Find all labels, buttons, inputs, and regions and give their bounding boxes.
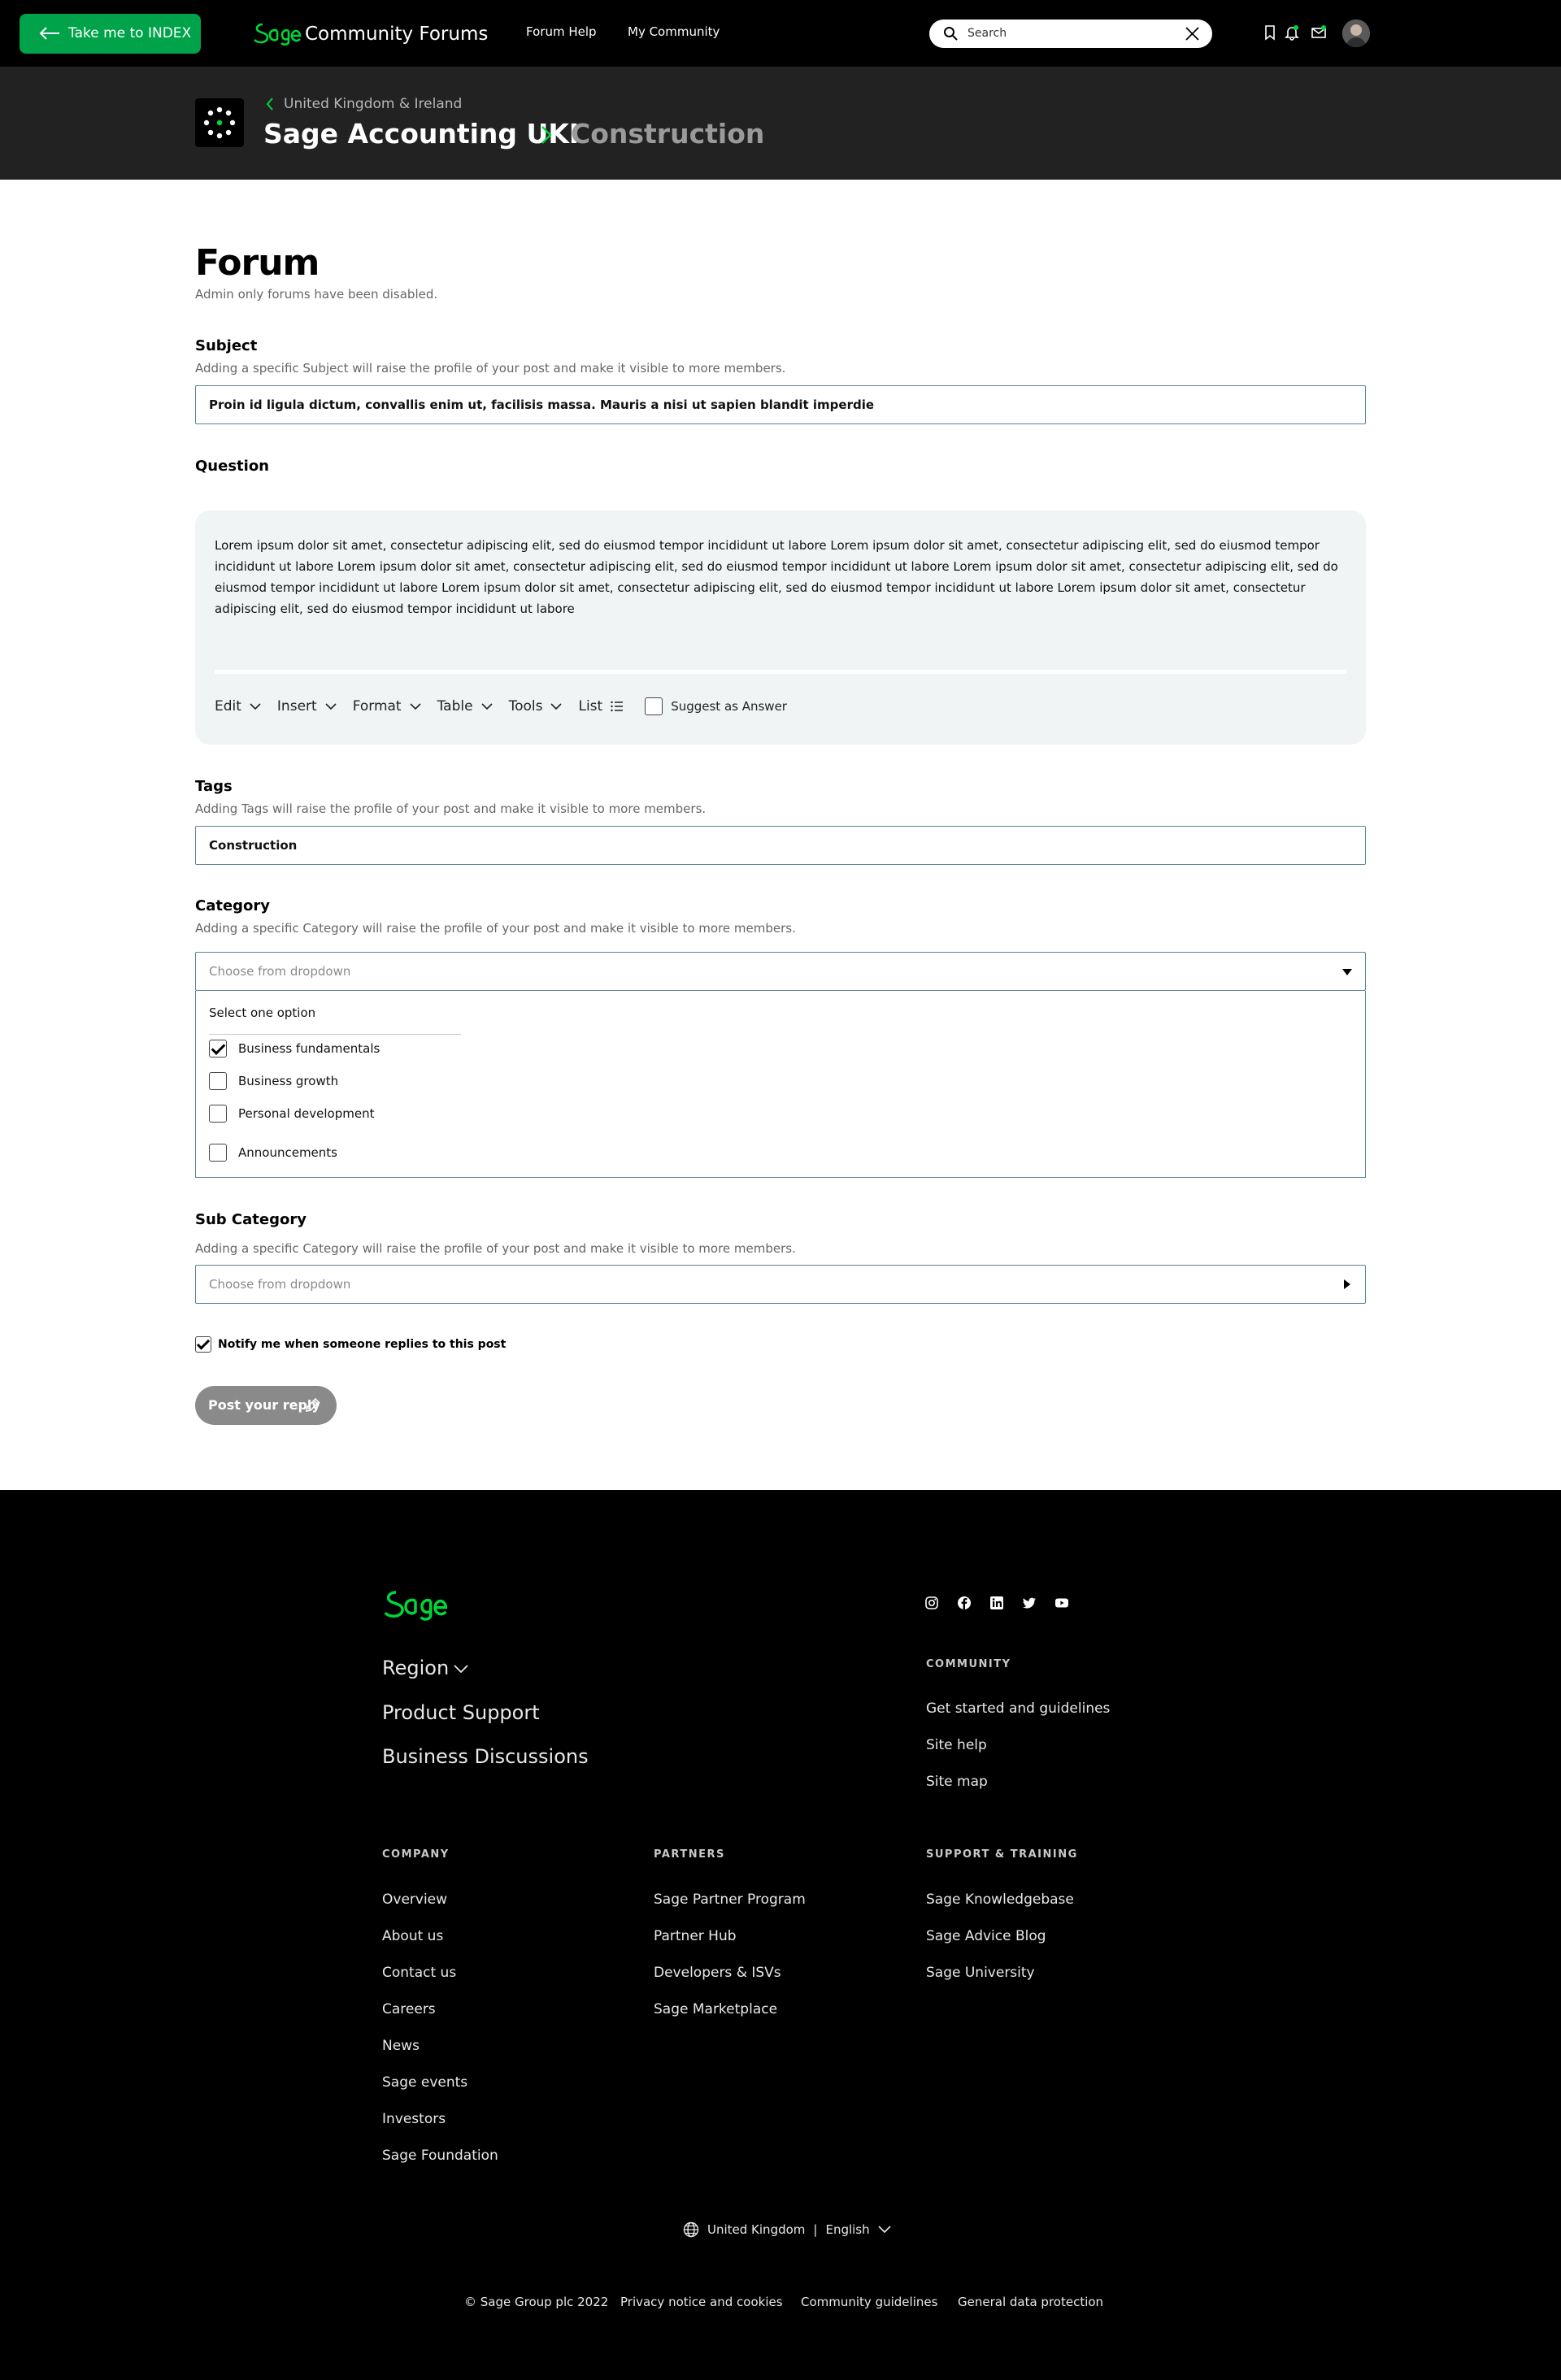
subject-help: Adding a specific Subject will raise the profile of your post and make it visible to more members. xyxy=(195,361,786,376)
footer-link[interactable]: Sage Partner Program xyxy=(654,1891,806,1908)
subject-field[interactable] xyxy=(195,385,1366,424)
toolbar-tools-label: Tools xyxy=(508,698,543,714)
editor-toolbar xyxy=(215,697,787,715)
option-checkbox[interactable] xyxy=(209,1144,227,1162)
footer-company-heading: COMPANY xyxy=(382,1848,450,1861)
option-business-growth[interactable] xyxy=(209,1072,338,1090)
notify-checkbox[interactable] xyxy=(195,1336,211,1353)
category-label: Category xyxy=(195,897,271,914)
notify-label: Notify me when someone replies to this post xyxy=(218,1338,507,1351)
footer-link[interactable]: Developers & ISVs xyxy=(654,1965,781,1981)
suggest-label: Suggest as Answer xyxy=(671,699,787,714)
brand[interactable] xyxy=(253,20,488,49)
search-input[interactable]: Search xyxy=(967,27,1007,40)
breadcrumb-parent[interactable] xyxy=(266,96,462,112)
footer-product-support[interactable]: Product Support xyxy=(382,1701,540,1724)
footer-partners-heading: PARTNERS xyxy=(654,1848,725,1861)
subcategory-help: Adding a specific Category will raise the profile of your post and make it visible to more members. xyxy=(195,1241,796,1256)
question-body[interactable]: Lorem ipsum dolor sit amet, consectetur adipiscing elit, sed do eiusmod tempor incididunt ut labore Lorem ipsum dolor sit amet, consectetur adipiscing elit, sed do eiusmod tempor incididunt ut labore Lorem ipsum dolor sit amet, consectetur adipiscing elit, sed do eiusmod tempor incididunt ut labore Lorem ipsum dolor sit amet, consectetur adipiscing elit, sed do eiusmod tempor incididunt ut labore Lorem ipsum dolor sit amet, consectetur adipiscing elit, sed do eiusmod tempor incididunt ut labore Lorem ipsum dolor sit amet, consectetur adipiscing elit, sed do eiusmod tempor incididunt ut labore xyxy=(215,538,1338,616)
tags-field[interactable] xyxy=(195,826,1366,865)
toolbar-table[interactable] xyxy=(437,698,493,714)
pencil-icon xyxy=(304,1397,320,1414)
subject-label: Subject xyxy=(195,337,258,354)
locale-language: English xyxy=(825,2222,870,2237)
bookmark-icon[interactable] xyxy=(1263,24,1277,41)
footer-region-label: Region xyxy=(382,1657,450,1679)
footer-link[interactable]: Sage University xyxy=(926,1965,1035,1981)
option-personal-development[interactable] xyxy=(209,1105,374,1123)
footer-link[interactable]: Careers xyxy=(382,2001,436,2017)
footer-link[interactable]: Get started and guidelines xyxy=(926,1700,1111,1717)
dropdown-heading: Select one option xyxy=(209,1005,316,1020)
sage-logo xyxy=(253,20,302,49)
suggest-as-answer[interactable] xyxy=(645,697,787,715)
caret-right-icon xyxy=(1344,1279,1350,1289)
option-checkbox[interactable] xyxy=(209,1072,227,1090)
locale-selector[interactable] xyxy=(683,2221,899,2238)
footer-link[interactable]: Sage Foundation xyxy=(382,2148,498,2164)
data-protection-link[interactable]: General data protection xyxy=(958,2295,1104,2309)
footer-support-heading: SUPPORT & TRAINING xyxy=(926,1848,1078,1861)
tags-label: Tags xyxy=(195,778,233,795)
chevron-down-icon xyxy=(481,703,493,710)
footer-link[interactable]: Investors xyxy=(382,2111,446,2127)
locale-separator: | xyxy=(813,2222,818,2237)
twitter-icon[interactable] xyxy=(1022,1596,1037,1610)
footer-link[interactable]: Contact us xyxy=(382,1965,457,1981)
option-label: Announcements xyxy=(238,1145,337,1160)
option-checkbox-checked[interactable] xyxy=(209,1040,227,1058)
privacy-link[interactable]: Privacy notice and cookies xyxy=(620,2295,783,2309)
user-avatar-icon xyxy=(1342,20,1370,47)
category-placeholder: Choose from dropdown xyxy=(209,964,351,979)
community-guidelines-link[interactable]: Community guidelines xyxy=(801,2295,938,2309)
tags-value: Construction xyxy=(209,838,298,853)
breadcrumb-parent-label: United Kingdom & Ireland xyxy=(284,96,463,112)
option-checkbox[interactable] xyxy=(209,1105,227,1123)
footer-link[interactable]: Sage events xyxy=(382,2074,468,2091)
footer xyxy=(0,1490,1561,2380)
notification-bell-icon[interactable] xyxy=(1285,24,1299,41)
footer-community-heading: COMMUNITY xyxy=(926,1658,1011,1670)
group-logo xyxy=(195,98,244,147)
search-box[interactable] xyxy=(929,20,1212,48)
toolbar-format-label: Format xyxy=(352,698,402,714)
toolbar-format[interactable] xyxy=(353,698,421,714)
nav-my-community[interactable]: My Community xyxy=(628,24,720,39)
footer-link[interactable]: Overview xyxy=(382,1891,448,1908)
category-dropdown xyxy=(195,991,1366,1178)
index-button-label: Take me to INDEX xyxy=(68,25,192,41)
subcategory-select[interactable] xyxy=(195,1265,1366,1304)
sage-logo[interactable] xyxy=(382,1586,449,1625)
chevron-down-icon xyxy=(325,703,337,710)
option-label: Business growth xyxy=(238,1074,339,1088)
toolbar-insert[interactable] xyxy=(277,698,337,714)
message-icon[interactable] xyxy=(1311,24,1327,41)
top-navigation xyxy=(0,0,1561,67)
dropdown-divider xyxy=(209,1034,461,1035)
footer-link[interactable]: Sage Advice Blog xyxy=(926,1928,1046,1944)
footer-link[interactable]: Sage Knowledgebase xyxy=(926,1891,1074,1908)
facebook-icon[interactable] xyxy=(957,1596,972,1610)
copyright: © Sage Group plc 2022 xyxy=(464,2295,609,2309)
notify-option[interactable] xyxy=(195,1336,506,1353)
toolbar-edit[interactable] xyxy=(215,698,261,714)
chevron-down-icon xyxy=(550,703,562,710)
breadcrumb-current: Construction xyxy=(571,118,765,150)
footer-link[interactable]: Sage Marketplace xyxy=(654,2001,778,2017)
toolbar-list-label: List xyxy=(578,698,603,714)
post-reply-button[interactable] xyxy=(195,1386,337,1425)
footer-region[interactable] xyxy=(382,1657,468,1679)
chevron-down-icon xyxy=(250,703,261,710)
question-label: Question xyxy=(195,458,269,475)
option-label: Personal development xyxy=(238,1106,375,1121)
option-announcements[interactable] xyxy=(209,1144,337,1162)
close-icon[interactable] xyxy=(1185,27,1199,41)
breadcrumb-group[interactable]: Sage Accounting UKI xyxy=(263,118,580,150)
chevron-down-icon xyxy=(410,703,421,710)
take-me-to-index-button[interactable] xyxy=(20,14,201,54)
instagram-icon[interactable] xyxy=(924,1596,939,1610)
chevron-left-icon xyxy=(266,98,274,111)
footer-link[interactable]: News xyxy=(382,2038,420,2054)
toolbar-list[interactable] xyxy=(578,698,624,714)
brand-title: Community Forums xyxy=(305,24,489,45)
toolbar-edit-label: Edit xyxy=(215,698,241,714)
subcategory-placeholder: Choose from dropdown xyxy=(209,1277,351,1292)
toolbar-table-label: Table xyxy=(437,698,473,714)
category-help: Adding a specific Category will raise the profile of your post and make it visible to more members. xyxy=(195,921,796,936)
youtube-icon[interactable] xyxy=(1054,1596,1069,1610)
subcategory-label: Sub Category xyxy=(195,1211,307,1228)
avatar[interactable] xyxy=(1342,20,1370,47)
arrow-left-icon xyxy=(39,27,60,40)
post-reply-label: Post your reply xyxy=(208,1397,320,1413)
footer-business-discussions[interactable]: Business Discussions xyxy=(382,1745,589,1768)
list-icon xyxy=(611,701,624,712)
suggest-checkbox[interactable] xyxy=(645,697,663,715)
editor-divider xyxy=(215,670,1346,674)
footer-link[interactable]: Site help xyxy=(926,1737,987,1753)
chevron-down-icon xyxy=(878,2226,891,2234)
admin-note: Admin only forums have been disabled. xyxy=(195,287,438,302)
nav-forum-help[interactable]: Forum Help xyxy=(526,24,597,39)
page-title: Forum xyxy=(195,242,320,284)
option-business-fundamentals[interactable] xyxy=(209,1040,380,1058)
linkedin-icon[interactable] xyxy=(989,1596,1004,1610)
search-icon xyxy=(943,26,958,41)
category-select[interactable] xyxy=(195,952,1366,991)
question-editor[interactable] xyxy=(195,510,1366,745)
toolbar-insert-label: Insert xyxy=(276,698,317,714)
option-label: Business fundamentals xyxy=(238,1041,380,1056)
tags-help: Adding Tags will raise the profile of your post and make it visible to more members. xyxy=(195,801,707,816)
locale-country: United Kingdom xyxy=(707,2222,806,2237)
footer-link[interactable]: About us xyxy=(382,1928,444,1944)
caret-down-icon xyxy=(1342,969,1352,975)
chevron-down-icon xyxy=(454,1665,468,1673)
group-logo-icon xyxy=(195,98,244,147)
footer-link[interactable]: Site map xyxy=(926,1774,988,1790)
footer-link[interactable]: Partner Hub xyxy=(654,1928,737,1944)
toolbar-tools[interactable] xyxy=(509,698,563,714)
subject-value: Proin id ligula dictum, convallis enim ut, facilisis massa. Mauris a nisi ut sapien blandit imperdie xyxy=(209,397,875,412)
chevron-right-icon xyxy=(541,125,552,145)
globe-icon xyxy=(683,2221,699,2238)
